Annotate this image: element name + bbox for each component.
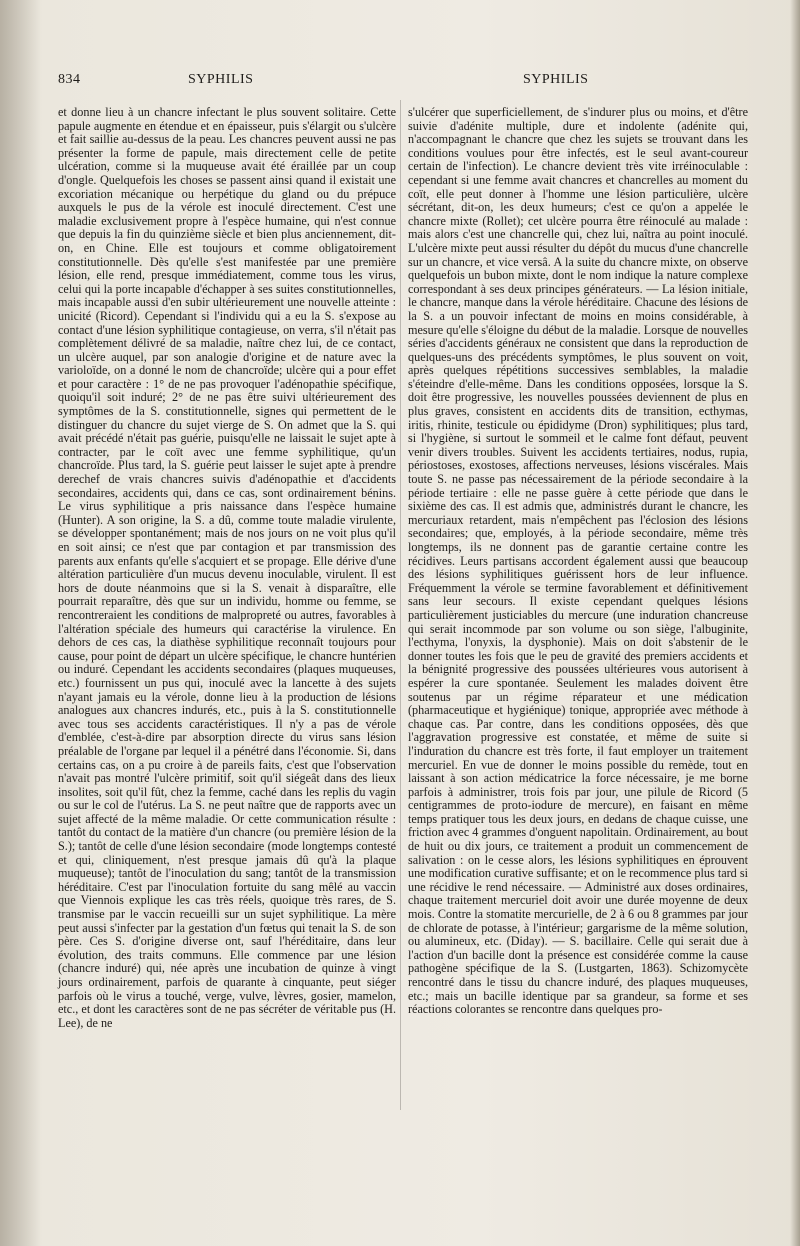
left-column-text: et donne lieu à un chancre infectant le plus souvent solitaire. Cette papule augmente en étendue et en épaisseur, puis s'élargit ou s'ulcère et fait saillie au-dessus de la peau. Les chancres peuvent aussi ne pas présenter la forme de papule, mais directement celle de petite ulcération, comme si la muqueuse avait été éraillée par un coup d'ongle. Quelquefois les choses se passent ainsi quand il existait une excoriation mécanique ou herpétique du gland ou du prépuce auxquels le pus de la vérole est inoculé directement. C'est une maladie exclusivement propre à l'espèce humaine, qui n'est connue que depuis la fin du quinzième siècle et bien plus anciennement, dit-on, en Chine. Elle est toujours et comme obligatoirement constitutionnelle. Dès qu'elle s'est manifestée par une première lésion, elle rend, presque immédiatement, comme tous les virus, celui qui la porte incapable d'échapper à ses suites constitutionnelles, mais incapable aussi d'en subir ultérieurement une nouvelle atteinte : unicité (Ricord). Cependant si l'individu qui a eu la S. s'expose au contact d'une lésion syphilitique contagieuse, on verra, s'il n'était pas complètement délivré de sa maladie, naître chez lui, de ce contact, un ulcère auquel, par son analogie d'origine et de nature avec la varioloïde, on a donné le nom de chancroïde; ulcère qui a pour effet et pour caractère : 1° de ne pas provoquer l'adénopathie spécifique, quoiqu'il soit induré; 2° de ne pas être suivi ultérieurement des symptômes de la S. constitutionnelle, signes qui permettent de le distinguer du chancre du sujet vierge de S. On admet que la S. qui avait précédé n'était pas guérie, puisqu'elle ne laissait le sujet apte à contracter, par le coït avec une femme syphilitique, qu'un chancroïde. Plus tard, la S. guérie peut laisser le sujet apte à prendre derechef de vrais chancres suivis d'adénopathie et d'accidents secondaires, accidents qui, dans ce cas, sont ordinairement bénins. Le virus syphilitique a pris naissance dans l'espèce humaine (Hunter). A son origine, la S. a dû, comme toute maladie virulente, se développer spontanément; mais de nos jours on ne voit plus qu'il en soit ainsi; ce n'est que par contagion et par transmission des parents aux enfants qu'elle s'acquiert et se propage. Elle dérive d'une altération particulière d'un mucus devenu inoculable, virulent. Il est hors de doute néanmoins que si la S. venait à disparaître, elle pourrait reparaître, dès que sur un individu, homme ou femme, se rencontreraient les conditions de malpropreté ou autres, favorables à l'altération spéciale des humeurs qui caractérise la virulence. En dehors de ces cas, la diathèse syphilitique reconnaît toujours pour cause, pour point de départ un ulcère spécifique, le chancre huntérien ou induré. Cependant les accidents secondaires (plaques muqueuses, etc.) fournissent un pus qui, inoculé avec la lancette à des sujets n'ayant jamais eu la vérole, donne lieu à la production de lésions analogues aux chancres indurés, etc., puis à la S. constitutionnelle avec tous ses accidents caractéristiques. Il n'y a pas de vérole d'emblée, c'est-à-dire par absorption directe du virus sans lésion préalable de l'organe par lequel il a pénétré dans l'économie. Si, dans certains cas, on a pu croire à de pareils faits, c'est que l'observation n'avait pas montré l'ulcère primitif, soit qu'il siégeât dans des lieux insolites, soit qu'il fût, chez la femme, caché dans les replis du vagin ou sur le col de l'utérus. La S. ne peut naître que de rapports avec un sujet affecté de la même maladie. Or cette communication résulte : tantôt du contact de la matière d'un chancre (ou première lésion de la S.); tantôt de celle d'une lésion secondaire (mode longtemps contesté et qui, cliniquement, n'est presque jamais dû qu'à la plaque muqueuse); tantôt de l'inoculation du sang; tantôt de la transmission héréditaire. C'est par l'inoculation fortuite du sang mêlé au vaccin que Viennois explique les cas très réels, quoique très rares, de S. transmise par le vaccin recueilli sur un sujet syphilitique. La mère peut aussi s'infecter par la gestation d'un fœtus qui tenait la S. de son père. Ces S. d'origine diverse ont, sauf l'héréditaire, dans leur évolution, des traits communs. Elle commence par une lésion (chancre induré) qui, née après une incubation de quinze à vingt jours ordinairement, parfois de quarante à cinquante, peut siéger parfois où le virus a touché, verge, vulve, lèvres, gosier, mamelon, etc., et dont les caractères sont de ne pas sécréter de véritable pus (H. Lee), de ne [58,105,396,1030]
left-column [58,106,396,1030]
running-title-right: SYPHILIS [523,72,589,87]
page-number: 834 [58,72,81,87]
gutter-shadow [0,0,42,1246]
column-divider [400,100,401,1110]
page-header [58,72,774,94]
right-column-text: s'ulcérer que superficiellement, de s'indurer plus ou moins, et d'être suivie d'adénite multiple, dure et indolente (adénite qui, n'accompagnant le chancre que chez les sujets se trouvant dans les conditions voulues pour être infectés, est le seul avant-coureur certain de l'infection). Le chancre devient très vite irréinoculable : cependant si une femme avait chancres et chancrelles au moment du coït, elle peut donner à l'homme une lésion particulière, ulcère sécrétant, dit-on, les deux humeurs; c'est ce qu'on a appelée le chancre mixte (Rollet); cet ulcère pourra être réinoculé au malade : mais alors c'est une chancrelle qui, chez lui, naîtra au point inoculé. L'ulcère mixte peut aussi résulter du dépôt du mucus d'une chancrelle sur un chancre, et vice versâ. A la suite du chancre mixte, on observe quelquefois un bubon mixte, dont le nom indique la nature complexe correspondant à ses deux principes générateurs. — La lésion initiale, le chancre, manque dans la vérole héréditaire. Chacune des lésions de la S. a un pouvoir infectant de moins en moins considérable, à mesure qu'elle s'éloigne du début de la maladie. Lorsque de nouvelles séries d'accidents généraux ne consistent que dans la reproduction de quelques-uns des précédents symptômes, le plus souvent on voit, après quelques répétitions successives semblables, la maladie s'éteindre d'elle-même. Dans les conditions opposées, lorsque la S. doit être progressive, les nouvelles poussées deviennent de plus en plus graves, consistent en accidents dits de transition, ecthymas, iritis, rhinite, testicule ou épididyme (Dron) syphilitiques; plus tard, si l'hygiène, si surtout le sommeil et le calme font défaut, peuvent venir divers troubles. Suivent les accidents tertiaires, nodus, rupia, périostoses, exostoses, affections nerveuses, lésions viscérales. Mais toute S. ne passe pas nécessairement de la période secondaire à la période tertiaire : elle ne passe guère à cette période que dans le sixième des cas. Il est admis que, administrés durant le chancre, les mercuriaux retardent, mais n'empêchent pas l'éclosion des lésions secondaires; que, employés, à la période secondaire, même très longtemps, ils ne donnent pas de garantie certaine contre les récidives. Leurs partisans accordent également aussi que beaucoup des lésions syphilitiques guérissent hors de leur influence. Fréquemment la vérole se termine favorablement et définitivement sans leur secours. Il existe cependant quelques lésions particulièrement justiciables du mercure (une induration chancreuse qui serait incommode par son volume ou son siège, l'albuginite, l'ecthyma, l'onyxis, la dysphonie). Mais on doit s'abstenir de le donner toutes les fois que le peu de gravité des premiers accidents et la bénignité progressive des poussées ultérieures vous autorisent à espérer la cure spontanée. Seulement les malades doivent être soutenus par un régime réparateur et une médication (pharmaceutique et hygiénique) tonique, appropriée avec méthode à chaque cas. Par contre, dans les conditions opposées, dès que l'aggravation progressive est constatée, et même de suite si l'induration du chancre est très forte, il faut employer un traitement mercuriel. En vue de donner le moins possible du remède, tout en laissant à son action médicatrice la force nécessaire, je me borne parfois à administrer, trois fois par jour, une pilule de Ricord (5 centigrammes de proto-iodure de mercure), en faisant en même temps pratiquer tous les deux jours, en dedans de chaque cuisse, une friction avec 4 grammes d'onguent napolitain. Ordinairement, au bout de huit ou dix jours, ce traitement a produit un commencement de salivation : on le cesse alors, les lésions syphilitiques en éprouvent une modification curative suffisante; et on le recommence plus tard si une récidive le rend nécessaire. — Administré aux doses ordinaires, chaque traitement mercuriel doit avoir une durée moyenne de deux mois. Contre la stomatite mercurielle, de 2 à 6 ou 8 grammes par jour de chlorate de potasse, à l'intérieur; gargarisme de la même solution, ou alumineux, etc. (Diday). — S. bacillaire. Celle qui serait due à l'action d'un bacille dont la présence est considérée comme la cause pathogène spécifique de la S. (Lustgarten, 1863). Schizomycète rencontré dans le tissu du chancre induré, des plaques muqueuses, etc.; mais un bacille identique par sa grandeur, sa forme et ses réactions colorantes se rencontre dans quelques pro- [408,105,748,1017]
running-title-left: SYPHILIS [188,72,254,87]
right-column [408,106,748,1017]
page-edge [790,0,800,1246]
